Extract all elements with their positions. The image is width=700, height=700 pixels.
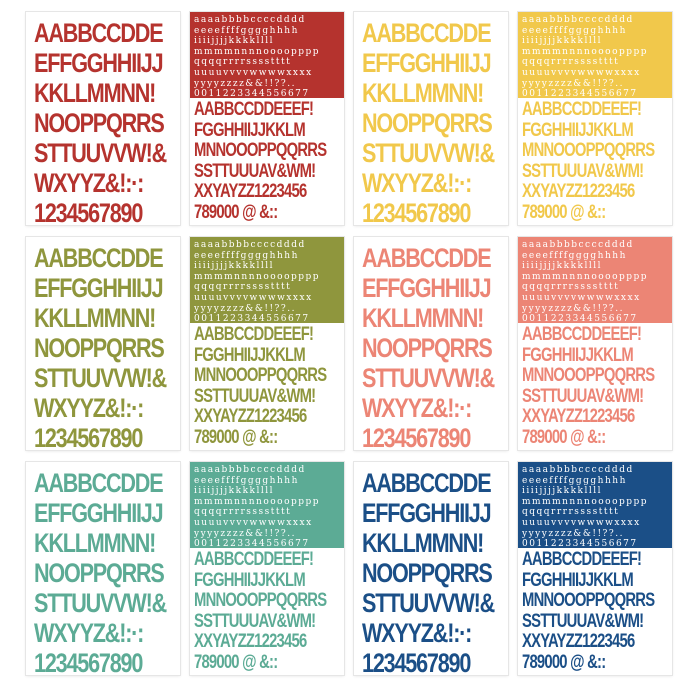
large-letters-block [26,12,180,225]
medium-number-row: 789000 @ &:: [194,651,278,673]
sticker-sheet-small-red [190,12,344,225]
tiny-letter-row: eeeeffffgggghhhh [194,250,299,261]
tiny-letter-row: 0011223344556677 [522,314,638,323]
letter-row: AABBCCDDE [34,468,163,498]
letter-row: EFFGGHHIIJJ [34,273,163,303]
tiny-letter-row: 0011223344556677 [194,89,310,98]
letter-row: AABBCCDDE [362,468,491,498]
medium-letter-row: SSTTUUUAV&WM! [522,385,644,407]
lowercase-band [518,12,672,98]
medium-letter-row: FGGHHIIJJKKLM [194,344,305,366]
tiny-letter-row: aaaabbbbccccdddd [522,240,634,250]
tiny-letter-row: iiiijjjjkkkkllll [522,261,603,272]
tiny-letter-row: uuuuvvvvwwwwxxxx [194,67,313,78]
tiny-letter-row: eeeeffffgggghhhh [522,25,627,36]
number-row: 1234567890 [34,423,143,450]
tiny-letter-row: iiiijjjjkkkkllll [522,36,603,47]
sticker-sheet-grid [26,12,672,675]
medium-letter-row: SSTTUUUAV&WM! [194,385,316,407]
medium-letter-row: SSTTUUUAV&WM! [522,160,644,182]
lowercase-band [190,237,344,323]
tiny-letter-row: eeeeffffgggghhhh [522,475,627,486]
tiny-letter-row: 0011223344556677 [194,314,310,323]
tiny-letter-row: eeeeffffgggghhhh [194,475,299,486]
medium-number-row: 789000 @ &:: [194,426,278,448]
letter-row: WXYYZ&!:·: [362,393,472,423]
medium-letter-row: FGGHHIIJJKKLM [194,119,305,141]
sticker-sheet-small-olive [190,237,344,450]
tiny-letter-row: qqqqrrrrsssstttt [522,57,620,68]
tiny-letter-row: mmmmnnnnoooopppp [522,496,649,507]
tiny-letter-row: mmmmnnnnoooopppp [522,271,649,282]
tiny-letter-row: aaaabbbbccccdddd [522,15,634,25]
tiny-letter-row: uuuuvvvvwwwwxxxx [522,292,641,303]
tiny-letter-row: eeeeffffgggghhhh [194,25,299,36]
tiny-letter-row: eeeeffffgggghhhh [522,250,627,261]
letter-row: EFFGGHHIIJJ [362,273,491,303]
medium-letters-block [518,548,672,673]
tiny-letter-row: yyyyzzzz&&!!??.. [194,303,296,314]
medium-letter-row: XXYAYZZ1223456 [522,181,635,202]
letter-row: STTUUVVW!& [34,363,166,393]
tiny-letter-row: iiiijjjjkkkkllll [522,486,603,497]
medium-letters-block [190,548,344,673]
letter-row: KKLLMMNN! [362,303,484,333]
sticker-sheet-small-yellow [518,12,672,225]
tiny-letter-row: yyyyzzzz&&!!??.. [522,303,624,314]
sticker-sheet-large-coral [354,237,508,450]
medium-letter-row: AABBCCDDEEEF! [522,99,642,120]
tiny-letter-row: uuuuvvvvwwwwxxxx [522,67,641,78]
medium-letter-row: MNNOOOPPQQRRS [522,140,655,161]
sticker-sheet-large-navy [354,462,508,675]
tiny-letter-row: uuuuvvvvwwwwxxxx [194,292,313,303]
letter-row: WXYYZ&!:·: [34,168,144,198]
tiny-letter-row: aaaabbbbccccdddd [522,465,634,475]
tiny-letter-row: qqqqrrrrsssstttt [194,507,292,518]
sticker-sheet-small-coral [518,237,672,450]
medium-letter-row: MNNOOOPPQQRRS [194,590,327,611]
medium-letter-row: XXYAYZZ1223456 [194,406,307,427]
lowercase-band [190,462,344,548]
letter-row: WXYYZ&!:·: [34,618,144,648]
letter-row: EFFGGHHIIJJ [34,48,163,78]
medium-number-row: 789000 @ &:: [522,201,606,223]
letter-row: EFFGGHHIIJJ [362,48,491,78]
tiny-letter-row: mmmmnnnnoooopppp [194,271,321,282]
medium-letter-row: MNNOOOPPQQRRS [194,365,327,386]
large-letters-block [354,12,508,225]
medium-letter-row: SSTTUUUAV&WM! [194,160,316,182]
medium-letter-row: AABBCCDDEEEF! [522,324,642,345]
large-letters-block [26,237,180,450]
letter-row: WXYYZ&!:·: [34,393,144,423]
tiny-letter-row: mmmmnnnnoooopppp [522,46,649,57]
medium-letter-row: XXYAYZZ1223456 [522,631,635,652]
medium-letters-block [518,98,672,223]
letter-row: KKLLMMNN! [362,528,484,558]
letter-row: EFFGGHHIIJJ [34,498,163,528]
tiny-letter-row: iiiijjjjkkkkllll [194,486,275,497]
large-letters-block [354,462,508,675]
medium-letter-row: SSTTUUUAV&WM! [522,610,644,632]
medium-letter-row: XXYAYZZ1223456 [194,181,307,202]
lowercase-band [190,12,344,98]
tiny-letter-row: aaaabbbbccccdddd [194,15,306,25]
medium-letter-row: SSTTUUUAV&WM! [194,610,316,632]
tiny-letter-row: aaaabbbbccccdddd [194,240,306,250]
sticker-sheet-large-olive [26,237,180,450]
letter-row: WXYYZ&!:·: [362,168,472,198]
tiny-letter-row: iiiijjjjkkkkllll [194,261,275,272]
medium-number-row: 789000 @ &:: [522,426,606,448]
medium-letter-row: AABBCCDDEEEF! [522,549,642,570]
tiny-letter-row: qqqqrrrrsssstttt [522,282,620,293]
medium-letter-row: FGGHHIIJJKKLM [194,569,305,591]
number-row: 1234567890 [362,423,471,450]
medium-letter-row: FGGHHIIJJKKLM [522,344,633,366]
medium-letter-row: MNNOOOPPQQRRS [522,590,655,611]
letter-row: AABBCCDDE [34,18,163,48]
large-letters-block [354,237,508,450]
medium-letter-row: FGGHHIIJJKKLM [522,119,633,141]
large-letters-block [26,462,180,675]
tiny-letter-row: yyyyzzzz&&!!??.. [194,78,296,89]
tiny-letter-row: yyyyzzzz&&!!??.. [194,528,296,539]
number-row: 1234567890 [34,198,143,225]
letter-row: KKLLMMNN! [34,303,156,333]
medium-letters-block [190,323,344,448]
letter-row: NOOPPQRRS [34,558,164,588]
medium-number-row: 789000 @ &:: [194,201,278,223]
tiny-letter-row: qqqqrrrrsssstttt [194,282,292,293]
tiny-letter-row: iiiijjjjkkkkllll [194,36,275,47]
sticker-sheet-large-teal [26,462,180,675]
medium-letter-row: XXYAYZZ1223456 [194,631,307,652]
letter-row: STTUUVVW!& [34,588,166,618]
medium-letter-row: AABBCCDDEEEF! [194,549,314,570]
lowercase-band [518,237,672,323]
letter-row: EFFGGHHIIJJ [362,498,491,528]
tiny-letter-row: yyyyzzzz&&!!??.. [522,528,624,539]
tiny-letter-row: qqqqrrrrsssstttt [522,507,620,518]
letter-row: STTUUVVW!& [34,138,166,168]
medium-letters-block [518,323,672,448]
medium-number-row: 789000 @ &:: [522,651,606,673]
sticker-sheet-small-navy [518,462,672,675]
tiny-letter-row: uuuuvvvvwwwwxxxx [194,517,313,528]
letter-row: NOOPPQRRS [34,108,164,138]
medium-letter-row: FGGHHIIJJKKLM [522,569,633,591]
tiny-letter-row: aaaabbbbccccdddd [194,465,306,475]
tiny-letter-row: mmmmnnnnoooopppp [194,46,321,57]
medium-letter-row: AABBCCDDEEEF! [194,324,314,345]
letter-row: WXYYZ&!:·: [362,618,472,648]
number-row: 1234567890 [362,648,471,675]
sticker-sheet-large-yellow [354,12,508,225]
medium-letter-row: MNNOOOPPQQRRS [522,365,655,386]
letter-row: KKLLMMNN! [34,528,156,558]
letter-row: NOOPPQRRS [362,333,492,363]
medium-letters-block [190,98,344,223]
tiny-letter-row: 0011223344556677 [522,89,638,98]
letter-row: AABBCCDDE [34,243,163,273]
medium-letter-row: XXYAYZZ1223456 [522,406,635,427]
sticker-sheet-small-teal [190,462,344,675]
medium-letter-row: AABBCCDDEEEF! [194,99,314,120]
sticker-sheet-large-red [26,12,180,225]
letter-row: NOOPPQRRS [362,558,492,588]
tiny-letter-row: uuuuvvvvwwwwxxxx [522,517,641,528]
letter-row: NOOPPQRRS [362,108,492,138]
letter-row: KKLLMMNN! [34,78,156,108]
letter-row: STTUUVVW!& [362,138,494,168]
letter-row: NOOPPQRRS [34,333,164,363]
letter-row: STTUUVVW!& [362,588,494,618]
letter-row: AABBCCDDE [362,243,491,273]
tiny-letter-row: 0011223344556677 [522,539,638,548]
letter-row: STTUUVVW!& [362,363,494,393]
lowercase-band [518,462,672,548]
medium-letter-row: MNNOOOPPQQRRS [194,140,327,161]
letter-row: AABBCCDDE [362,18,491,48]
tiny-letter-row: mmmmnnnnoooopppp [194,496,321,507]
tiny-letter-row: yyyyzzzz&&!!??.. [522,78,624,89]
number-row: 1234567890 [362,198,471,225]
tiny-letter-row: qqqqrrrrsssstttt [194,57,292,68]
letter-row: KKLLMMNN! [362,78,484,108]
tiny-letter-row: 0011223344556677 [194,539,310,548]
number-row: 1234567890 [34,648,143,675]
